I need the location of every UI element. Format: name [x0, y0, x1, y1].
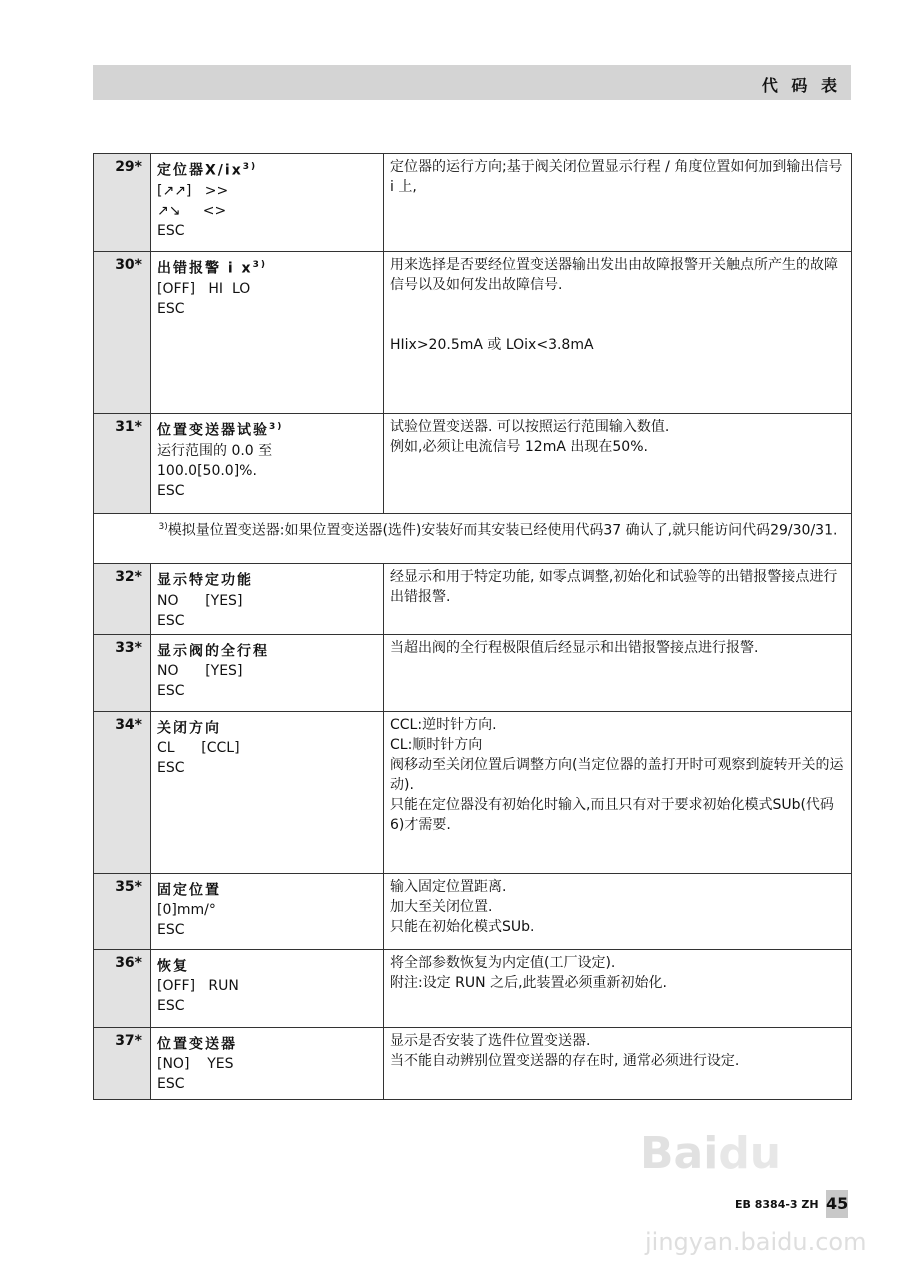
- footnote-mark: 3): [158, 522, 168, 532]
- code-description: [384, 873, 852, 949]
- title-text: 定位器X/ix: [157, 162, 243, 179]
- empty-cell: [94, 514, 151, 564]
- parameter-option: [↗↗] >>: [157, 182, 229, 199]
- description-line: 当超出阀的全行程极限值后经显示和出错报警接点进行报警.: [390, 639, 759, 656]
- description-line: CCL:逆时针方向.: [390, 716, 497, 733]
- code-number: 33*: [94, 634, 151, 711]
- title-text: 位置变送器试验: [157, 422, 269, 439]
- description-line: HIix>20.5mA 或 LOix<3.8mA: [390, 337, 594, 353]
- parameter-title: [157, 255, 377, 279]
- footnote-ref: 3): [269, 422, 284, 432]
- parameter-option: [NO] YES: [157, 1056, 234, 1073]
- doc-number: EB 8384-3 ZH: [735, 1198, 819, 1211]
- footnote-row: [94, 514, 852, 564]
- footnote: [151, 514, 852, 564]
- code-description: [384, 154, 852, 252]
- code-parameter: [151, 634, 384, 711]
- parameter-option: ESC: [157, 760, 185, 777]
- parameter-option: CL [CCL]: [157, 740, 240, 757]
- code-parameter: [151, 414, 384, 514]
- description-line: [390, 315, 845, 335]
- title-text: 出错报警 i x: [157, 260, 253, 277]
- parameter-option: NO [YES]: [157, 592, 243, 609]
- table-row: [94, 949, 852, 1027]
- table-row: [94, 1027, 852, 1099]
- code-number: 36*: [94, 949, 151, 1027]
- parameter-option: ESC: [157, 1076, 185, 1093]
- table-row: [94, 564, 852, 635]
- code-number: 31*: [94, 414, 151, 514]
- parameter-option: ESC: [157, 922, 185, 939]
- description-line: 加大至关闭位置.: [390, 898, 493, 915]
- description-line: 只能在定位器没有初始化时输入,而且只有对于要求初始化模式SUb(代码6)才需要.: [390, 796, 834, 833]
- code-table: [93, 153, 852, 1100]
- footnote-ref: 3): [242, 162, 258, 172]
- parameter-title: [157, 638, 377, 662]
- title-text: 显示特定功能: [157, 572, 253, 589]
- parameter-option: ESC: [157, 482, 185, 499]
- footnote-text: 模拟量位置变送器:如果位置变送器(选件)安装好而其安装已经使用代码37 确认了,就只能访问代码29/30/31.: [167, 522, 838, 539]
- title-text: 显示阀的全行程: [157, 643, 269, 660]
- description-line: 试验位置变送器. 可以按照运行范围输入数值.: [390, 419, 670, 435]
- title-text: 关闭方向: [157, 720, 221, 737]
- description-line: 附注:设定 RUN 之后,此装置必须重新初始化.: [390, 974, 667, 991]
- parameter-option: ESC: [157, 222, 185, 239]
- code-description: [384, 949, 852, 1027]
- code-parameter: [151, 873, 384, 949]
- table-row: [94, 711, 852, 873]
- title-text: 恢复: [157, 958, 189, 975]
- watermark-url: jingyan.baidu.com: [645, 1228, 867, 1256]
- code-parameter: [151, 564, 384, 635]
- code-number: 37*: [94, 1027, 151, 1099]
- description-line: 只能在初始化模式SUb.: [390, 918, 535, 935]
- code-number: 30*: [94, 252, 151, 414]
- table-row: [94, 252, 852, 414]
- table-row: [94, 414, 852, 514]
- description-line: 阀移动至关闭位置后调整方向(当定位器的盖打开时可观察到旋转开关的运动).: [390, 756, 844, 793]
- code-parameter: [151, 252, 384, 414]
- parameter-title: [157, 715, 377, 739]
- code-description: [384, 564, 852, 635]
- code-number: 29*: [94, 154, 151, 252]
- parameter-option: ESC: [157, 683, 185, 700]
- header-bar: [93, 65, 851, 100]
- code-parameter: [151, 1027, 384, 1099]
- parameter-option: 100.0[50.0]%.: [157, 462, 257, 479]
- parameter-title: [157, 1031, 377, 1055]
- code-parameter: [151, 949, 384, 1027]
- description-line: 定位器的运行方向;基于阀关闭位置显示行程 / 角度位置如何加到输出信号 i 上,: [390, 159, 843, 195]
- code-number: 32*: [94, 564, 151, 635]
- table-row: [94, 634, 852, 711]
- description-line: 例如,必须让电流信号 12mA 出现在50%.: [390, 439, 648, 455]
- parameter-title: [157, 877, 377, 901]
- table-row: [94, 154, 852, 252]
- description-line: 经显示和用于特定功能, 如零点调整,初始化和试验等的出错报警接点进行出错报警.: [390, 569, 838, 605]
- code-parameter: [151, 154, 384, 252]
- code-description: [384, 711, 852, 873]
- code-description: [384, 414, 852, 514]
- code-number: 35*: [94, 873, 151, 949]
- code-description: [384, 634, 852, 711]
- parameter-option: NO [YES]: [157, 663, 243, 680]
- description-line: CL:顺时针方向: [390, 736, 483, 753]
- parameter-option: [0]mm/°: [157, 902, 216, 919]
- code-description: [384, 1027, 852, 1099]
- description-line: 用来选择是否要经位置变送器输出发出由故障报警开关触点所产生的故障信号以及如何发出故障信号.: [390, 257, 838, 293]
- parameter-title: [157, 157, 377, 181]
- title-text: 位置变送器: [157, 1036, 237, 1053]
- code-parameter: [151, 711, 384, 873]
- parameter-option: ESC: [157, 300, 185, 317]
- description-line: 显示是否安装了选件位置变送器.: [390, 1032, 591, 1049]
- description-line: 输入固定位置距离.: [390, 878, 507, 895]
- parameter-option: [OFF] HI LO: [157, 280, 251, 297]
- description-line: 将全部参数恢复为内定值(工厂设定).: [390, 954, 616, 971]
- title-text: 固定位置: [157, 882, 221, 899]
- code-description: [384, 252, 852, 414]
- page-number: 45: [826, 1190, 848, 1218]
- parameter-option: 运行范围的 0.0 至: [157, 442, 273, 459]
- description-line: [390, 295, 845, 315]
- parameter-option: ↗↘ <>: [157, 202, 227, 219]
- parameter-option: ESC: [157, 612, 185, 629]
- parameter-title: [157, 567, 377, 591]
- parameter-option: [OFF] RUN: [157, 978, 239, 995]
- parameter-title: [157, 953, 377, 977]
- watermark-logo: Baidu: [640, 1128, 782, 1179]
- footnote-ref: 3): [252, 260, 267, 270]
- description-line: 当不能自动辨别位置变送器的存在时, 通常必须进行设定.: [390, 1052, 740, 1069]
- code-number: 34*: [94, 711, 151, 873]
- parameter-title: [157, 417, 377, 441]
- table-row: [94, 873, 852, 949]
- parameter-option: ESC: [157, 998, 185, 1015]
- header-title: 代 码 表: [761, 76, 841, 95]
